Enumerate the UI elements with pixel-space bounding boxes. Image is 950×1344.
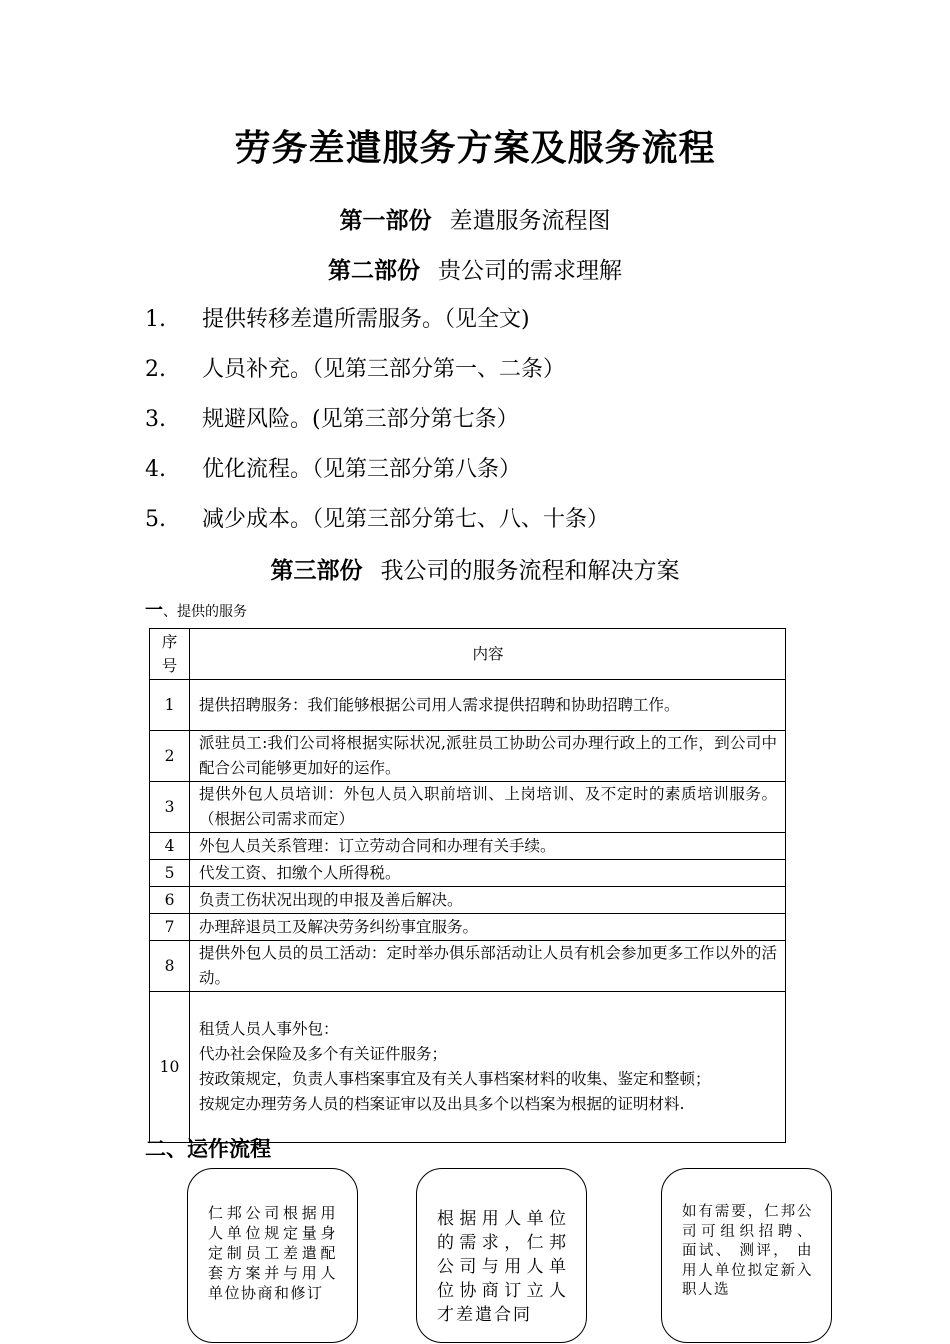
- page-title: 劳务差遣服务方案及服务流程: [234, 128, 716, 169]
- part-three-heading: [0, 552, 950, 585]
- header-serial-text: 序号: [161, 633, 178, 675]
- row-content-line: 办理辞退员工及解决劳务纠纷事宜服务。: [199, 917, 479, 936]
- row-content-line: 派驻员工:我们公司将根据实际状况,派驻员工协助公司办理行政上的工作，到公司中配合公司能够更加好的运作。: [199, 734, 777, 777]
- needs-item-3: [145, 402, 519, 433]
- row-serial: 7: [150, 914, 190, 941]
- needs-item-text: 提供转移差遣所需服务。（见全文): [202, 307, 530, 332]
- needs-item-number: 3.: [145, 407, 166, 432]
- part-three-title: 我公司的服务流程和解决方案: [380, 558, 680, 584]
- section-one-title: 、提供的服务: [163, 604, 247, 620]
- row-serial: 2: [150, 731, 190, 782]
- row-content: [190, 992, 786, 1143]
- row-serial: 1: [150, 680, 190, 731]
- section-one-heading: [145, 596, 247, 622]
- row-content-line: 提供招聘服务：我们能够根据公司用人需求提供招聘和协助招聘工作。: [199, 695, 680, 714]
- part-three-tag: 第三部份: [270, 558, 363, 584]
- row-content-line: 按政策规定，负责人事档案事宜及有关人事档案材料的收集、鉴定和整顿；: [199, 1070, 711, 1088]
- row-content-line: 负责工伤状况出现的申报及善后解决。: [199, 890, 463, 909]
- row-content: [190, 782, 786, 833]
- section-one-index: 一: [145, 600, 163, 621]
- table-row: [150, 914, 786, 941]
- flow-box-1: [187, 1168, 358, 1343]
- row-content-line: 提供外包人员的员工活动：定时举办俱乐部活动让人员有机会参加更多工作以外的活动。: [199, 944, 777, 987]
- section-two-heading: 二、运作流程: [145, 1137, 271, 1161]
- row-content-line: 代办社会保险及多个有关证件服务；: [199, 1045, 448, 1063]
- row-content: [190, 860, 786, 887]
- row-content-line: 提供外包人员培训：外包人员入职前培训、上岗培训、及不定时的素质培训服务。（根据公司需求而定）: [199, 785, 777, 828]
- needs-item-number: 1.: [145, 307, 166, 332]
- part-one-title: 差遣服务流程图: [449, 208, 611, 234]
- row-content: [190, 731, 786, 782]
- part-two-tag: 第二部份: [328, 258, 420, 284]
- row-content: [190, 833, 786, 860]
- needs-item-1: [145, 302, 530, 333]
- row-serial: 4: [150, 833, 190, 860]
- flow-box-2: [416, 1168, 587, 1343]
- header-serial: [150, 629, 190, 680]
- needs-item-text: 优化流程。（见第三部分第八条）: [202, 457, 522, 482]
- part-two-heading: [0, 252, 950, 285]
- flow-box-text: 仁邦公司根据用人单位规定量身定制员工差遣配套方案并与用人单位协商和修订: [208, 1204, 337, 1302]
- flow-box-3: [661, 1168, 832, 1343]
- table-row: [150, 887, 786, 914]
- row-content: [190, 680, 786, 731]
- part-one-heading: [0, 202, 950, 235]
- table-header-row: [150, 629, 786, 680]
- row-serial: 10: [150, 992, 190, 1143]
- needs-item-number: 4.: [145, 457, 166, 482]
- row-content-line: 按规定办理劳务人员的档案证审以及出具多个以档案为根据的证明材料.: [199, 1095, 685, 1113]
- needs-item-2: [145, 352, 565, 383]
- needs-item-text: 减少成本。（见第三部分第七、八、十条）: [202, 507, 610, 532]
- row-serial: 5: [150, 860, 190, 887]
- row-serial: 8: [150, 941, 190, 992]
- table-row: [150, 992, 786, 1143]
- row-serial: 6: [150, 887, 190, 914]
- part-one-tag: 第一部份: [339, 208, 432, 234]
- table-body: [150, 680, 786, 1143]
- row-content-line: 租赁人员人事外包：: [199, 1020, 339, 1038]
- table-row: [150, 782, 786, 833]
- table-row: [150, 731, 786, 782]
- row-content-line: 外包人员关系管理：订立劳动合同和办理有关手续。: [199, 836, 556, 855]
- row-serial: 3: [150, 782, 190, 833]
- row-content: [190, 887, 786, 914]
- services-table: [149, 628, 786, 1143]
- needs-item-4: [145, 452, 521, 483]
- row-content: [190, 941, 786, 992]
- needs-item-text: 规避风险。(见第三部分第七条）: [202, 407, 519, 432]
- row-content-line: 代发工资、扣缴个人所得税。: [199, 863, 401, 882]
- needs-item-number: 2.: [145, 357, 166, 382]
- table-row: [150, 833, 786, 860]
- table-row: [150, 860, 786, 887]
- row-content: [190, 914, 786, 941]
- table-row: [150, 680, 786, 731]
- needs-item-number: 5.: [145, 507, 166, 532]
- needs-item-text: 人员补充。（见第三部分第一、二条）: [202, 357, 566, 382]
- table-row: [150, 941, 786, 992]
- flow-box-text: 根据用人单位的需求，仁邦公司与用人单位协商订立人才差遣合同: [437, 1209, 568, 1325]
- needs-item-5: [145, 502, 609, 533]
- header-content: 内容: [190, 629, 786, 680]
- part-two-title: 贵公司的需求理解: [438, 258, 622, 284]
- flow-box-text: 如有需要，仁邦公司可组织招聘、 面试、 测评， 由用人单位拟定新入职人选: [682, 1204, 813, 1298]
